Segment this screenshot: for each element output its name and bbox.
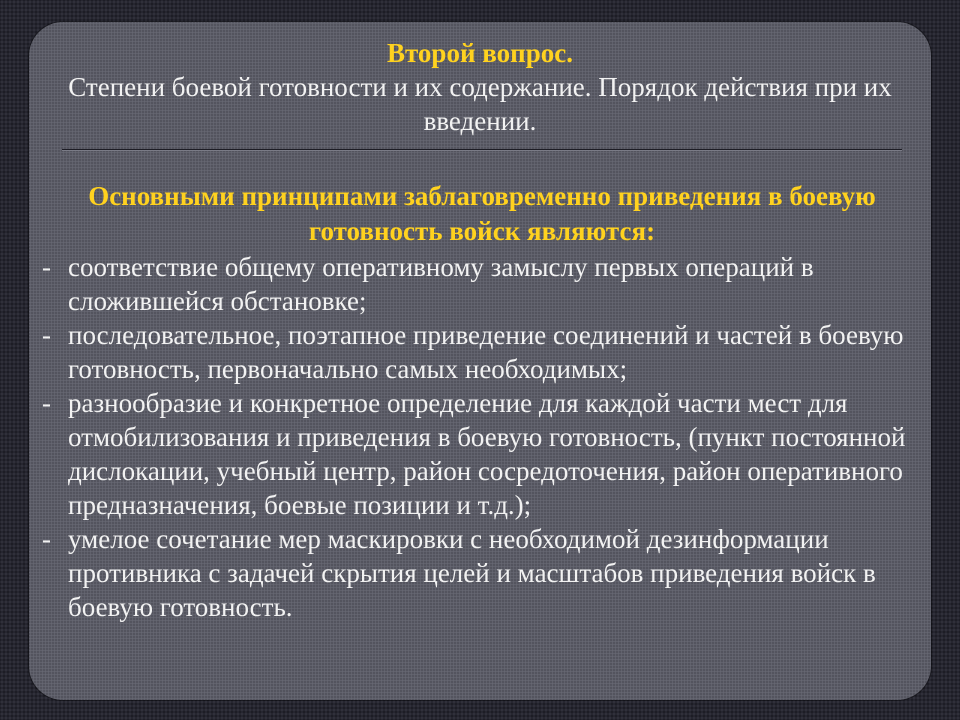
- list-item-text: разнообразие и конкретное определение для каждой части мест для отмобилизования и приведения в боевую готовность, (пункт постоянной дислокации, учебный центр, район сосредоточения, район оперативного предназначения, боевые позиции и т.д.);: [68, 388, 906, 520]
- principles-list: [40, 250, 940, 624]
- lead-paragraph: Основными принципами заблаговременно приведения в боевую готовность войск являются:: [88, 181, 876, 246]
- slide-title: Второй вопрос.: [387, 38, 573, 68]
- bullet-dash: -: [42, 388, 51, 418]
- list-item: [40, 250, 940, 318]
- list-item-text: последовательное, поэтапное приведение соединений и частей в боевую готовность, первоначально самых необходимых;: [68, 320, 904, 384]
- list-item: [40, 318, 940, 386]
- bullet-dash: -: [42, 524, 51, 554]
- list-item-text: соответствие общему оперативному замыслу первых операций в сложившейся обстановке;: [68, 252, 814, 316]
- list-item-text: умелое сочетание мер маскировки с необходимой дезинформации противника с задачей скрытия целей и масштабов приведения войск в боевую готовность.: [68, 524, 876, 622]
- header-divider: [62, 149, 902, 151]
- slide-subtitle: Степени боевой готовности и их содержание. Порядок действия при их введении.: [68, 72, 892, 136]
- list-item: [40, 522, 940, 624]
- slide-header: [29, 36, 931, 138]
- bullet-dash: -: [42, 320, 51, 350]
- list-item: [40, 386, 940, 522]
- bullet-dash: -: [42, 252, 51, 282]
